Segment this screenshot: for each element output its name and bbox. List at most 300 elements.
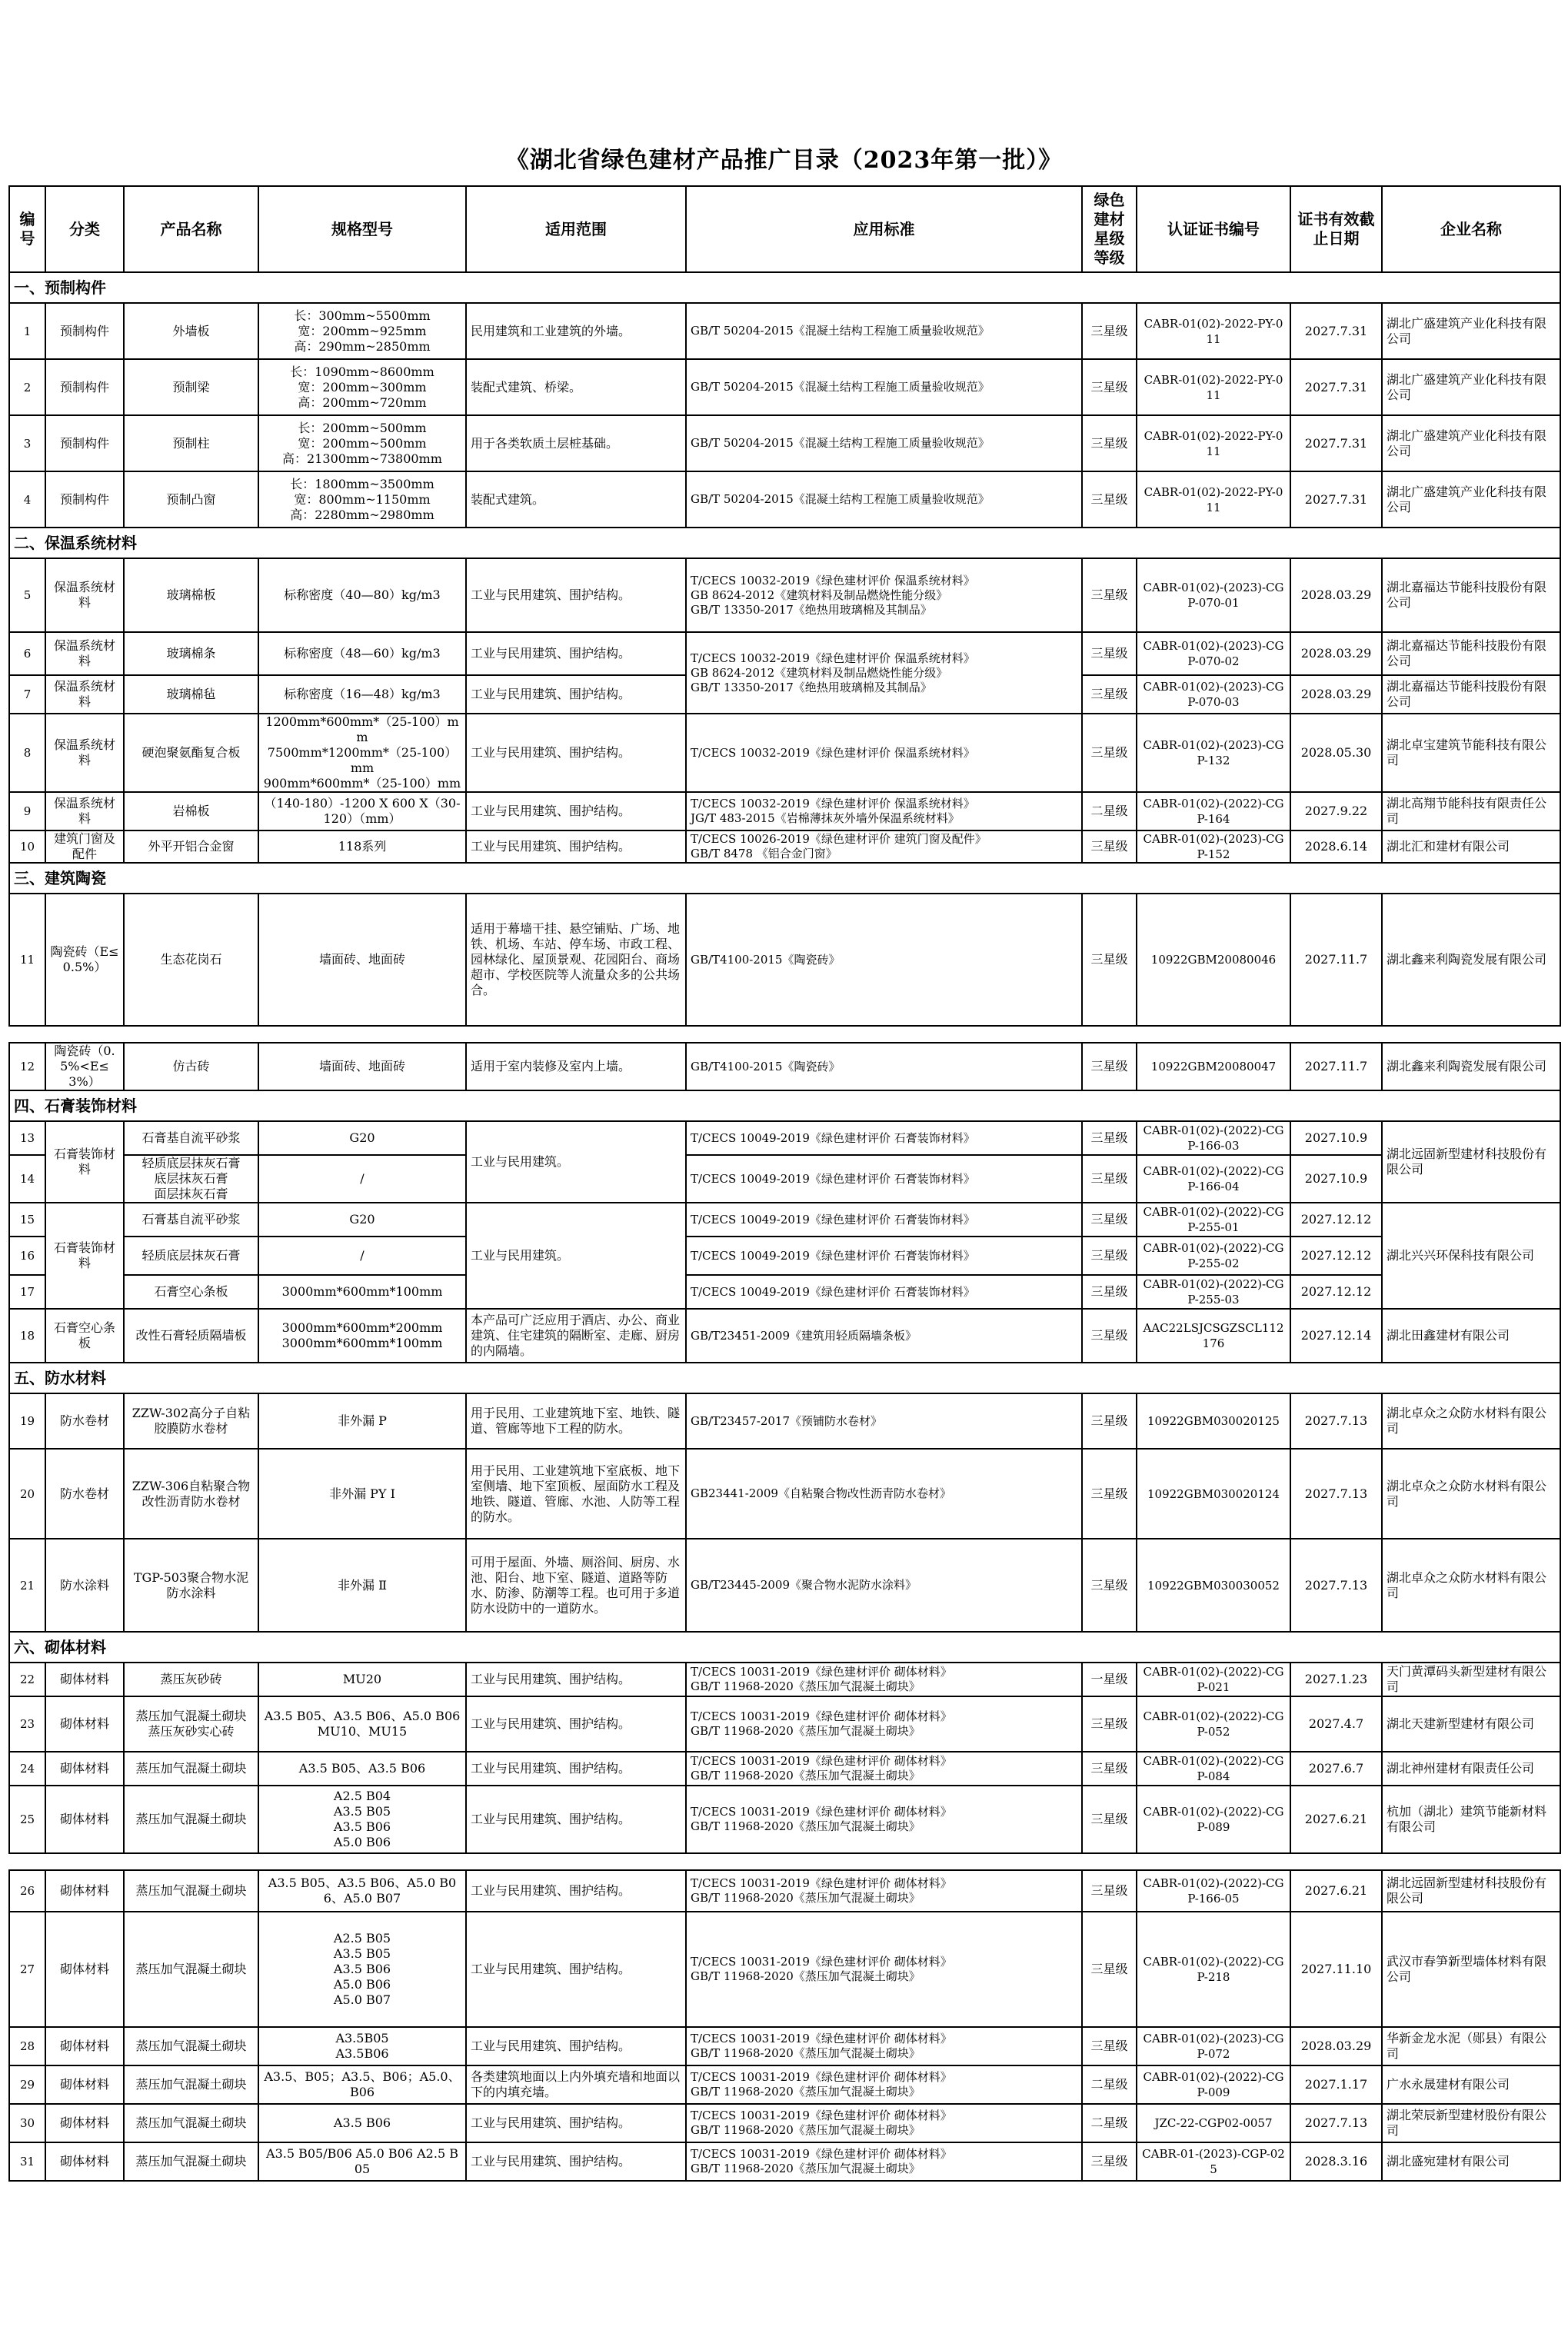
cell-cert-no: CABR-01(02)-(2023)-CGP-070-01 (1137, 558, 1290, 632)
cell-spec: 标称密度（48—60）kg/m3 (258, 632, 466, 675)
cell-enterprise: 湖北鑫来利陶瓷发展有限公司 (1382, 1043, 1560, 1090)
cell-product-name: ZZW-306自粘聚合物改性沥青防水卷材 (124, 1449, 258, 1539)
cell-scope: 工业与民用建筑、围护结构。 (466, 1663, 686, 1696)
cell-product-name: 蒸压加气混凝土砌块 (124, 2142, 258, 2181)
cell-scope: 工业与民用建筑、围护结构。 (466, 792, 686, 830)
cell-product-name: 石膏空心条板 (124, 1275, 258, 1309)
cell-category: 砌体材料 (45, 1696, 124, 1752)
cell-standard: T/CECS 10031-2019《绿色建材评价 砌体材料》 GB/T 11968-2020《蒸压加气混凝土砌块》 (686, 1786, 1082, 1853)
cell-cert-no: CABR-01(02)-(2022)-CGP-166-05 (1137, 1870, 1290, 1912)
cell-product-name: 外平开铝合金窗 (124, 830, 258, 863)
cell-grade: 三星级 (1082, 1309, 1137, 1363)
header-enterprise: 企业名称 (1382, 186, 1560, 272)
cell-standard: T/CECS 10049-2019《绿色建材评价 石膏装饰材料》 (686, 1203, 1082, 1237)
cell-enterprise: 湖北卓众之众防水材料有限公司 (1382, 1539, 1560, 1632)
header-expiry: 证书有效截止日期 (1290, 186, 1382, 272)
cell-standard: GB23441-2009《自粘聚合物改性沥青防水卷材》 (686, 1449, 1082, 1539)
section-header (9, 272, 1560, 303)
cell-product-name: 轻质底层抹灰石膏 底层抹灰石膏 面层抹灰石膏 (124, 1155, 258, 1203)
cell-scope: 工业与民用建筑、围护结构。 (466, 1870, 686, 1912)
cell-cert-no: 10922GBM030030052 (1137, 1539, 1290, 1632)
table-row (9, 415, 1560, 471)
cell-expiry: 2028.03.29 (1290, 675, 1382, 714)
cell-no: 21 (9, 1539, 45, 1632)
cell-product-name: 玻璃棉板 (124, 558, 258, 632)
cell-expiry: 2027.7.31 (1290, 303, 1382, 359)
cell-cert-no: CABR-01(02)-(2022)-CGP-218 (1137, 1912, 1290, 2027)
cell-enterprise: 湖北嘉福达节能科技股份有限公司 (1382, 632, 1560, 675)
cell-cert-no: 10922GBM030020125 (1137, 1393, 1290, 1449)
cell-product-name: 生态花岗石 (124, 894, 258, 1026)
cell-spec: 长：300mm~5500mm 宽：200mm~925mm 高：290mm~2850mm (258, 303, 466, 359)
cell-grade: 三星级 (1082, 1393, 1137, 1449)
cell-enterprise: 广水永晟建材有限公司 (1382, 2065, 1560, 2104)
cell-scope: 工业与民用建筑、围护结构。 (466, 714, 686, 792)
table-row (9, 1786, 1560, 1853)
cell-product-name: 蒸压加气混凝土砌块 (124, 2065, 258, 2104)
cell-spec: / (258, 1155, 466, 1203)
cell-scope: 工业与民用建筑、围护结构。 (466, 558, 686, 632)
cell-spec: 3000mm*600mm*200mm 3000mm*600mm*100mm (258, 1309, 466, 1363)
cell-spec: 墙面砖、地面砖 (258, 894, 466, 1026)
header-no: 编号 (9, 186, 45, 272)
cell-cert-no: CABR-01(02)-(2022)-CGP-089 (1137, 1786, 1290, 1853)
cell-product-name: 蒸压加气混凝土砌块 (124, 1870, 258, 1912)
cell-standard: T/CECS 10031-2019《绿色建材评价 砌体材料》 GB/T 11968-2020《蒸压加气混凝土砌块》 (686, 1663, 1082, 1696)
cell-expiry: 2028.3.16 (1290, 2142, 1382, 2181)
cell-enterprise: 湖北远固新型建材科技股份有限公司 (1382, 1121, 1560, 1203)
cell-enterprise: 湖北广盛建筑产业化科技有限公司 (1382, 471, 1560, 528)
cell-standard: T/CECS 10049-2019《绿色建材评价 石膏装饰材料》 (686, 1121, 1082, 1155)
table-row (9, 1663, 1560, 1696)
cell-no: 9 (9, 792, 45, 830)
cell-enterprise: 湖北广盛建筑产业化科技有限公司 (1382, 415, 1560, 471)
header-category: 分类 (45, 186, 124, 272)
cell-product-name: 预制柱 (124, 415, 258, 471)
cell-enterprise: 湖北天建新型建材有限公司 (1382, 1696, 1560, 1752)
cell-cert-no: 10922GBM20080047 (1137, 1043, 1290, 1090)
cell-standard: T/CECS 10032-2019《绿色建材评价 保温系统材料》 GB 8624-2012《建筑材料及制品燃烧性能分级》 GB/T 13350-2017《绝热用玻璃棉及其制品》 (686, 558, 1082, 632)
cell-enterprise: 杭加（湖北）建筑节能新材料有限公司 (1382, 1786, 1560, 1853)
cell-expiry: 2027.11.7 (1290, 894, 1382, 1026)
cell-product-name: 石膏基自流平砂浆 (124, 1121, 258, 1155)
cell-spec: 非外漏 Ⅱ (258, 1539, 466, 1632)
cell-spec: （140-180）-1200 X 600 X（30-120）（mm） (258, 792, 466, 830)
cell-grade: 二星级 (1082, 792, 1137, 830)
table-row (9, 1121, 1560, 1155)
cell-spec: 非外漏 P (258, 1393, 466, 1449)
cell-cert-no: CABR-01(02)-2022-PY-011 (1137, 303, 1290, 359)
cell-enterprise: 湖北远固新型建材科技股份有限公司 (1382, 1870, 1560, 1912)
cell-no: 3 (9, 415, 45, 471)
cell-standard: T/CECS 10032-2019《绿色建材评价 保温系统材料》 GB 8624-2012《建筑材料及制品燃烧性能分级》 GB/T 13350-2017《绝热用玻璃棉及其制品》 (686, 632, 1082, 714)
cell-grade: 三星级 (1082, 830, 1137, 863)
cell-grade: 三星级 (1082, 2142, 1137, 2181)
cell-cert-no: CABR-01(02)-2022-PY-011 (1137, 471, 1290, 528)
cell-category: 预制构件 (45, 359, 124, 415)
table-row (9, 1043, 1560, 1090)
cell-no: 16 (9, 1237, 45, 1275)
cell-category: 防水卷材 (45, 1449, 124, 1539)
cell-expiry: 2027.6.21 (1290, 1870, 1382, 1912)
cell-cert-no: 10922GBM030020124 (1137, 1449, 1290, 1539)
table-row (9, 1203, 1560, 1237)
cell-spec: 非外漏 PY Ⅰ (258, 1449, 466, 1539)
cell-enterprise: 湖北神州建材有限责任公司 (1382, 1752, 1560, 1786)
cell-expiry: 2027.4.7 (1290, 1696, 1382, 1752)
cell-standard: GB/T 50204-2015《混凝土结构工程施工质量验收规范》 (686, 303, 1082, 359)
cell-expiry: 2027.9.22 (1290, 792, 1382, 830)
cell-scope: 工业与民用建筑、围护结构。 (466, 2104, 686, 2142)
cell-category: 防水涂料 (45, 1539, 124, 1632)
cell-expiry: 2027.12.12 (1290, 1203, 1382, 1237)
table-row (9, 1449, 1560, 1539)
cell-expiry: 2028.05.30 (1290, 714, 1382, 792)
cell-no: 30 (9, 2104, 45, 2142)
cell-cert-no: CABR-01(02)-2022-PY-011 (1137, 359, 1290, 415)
cell-standard: T/CECS 10049-2019《绿色建材评价 石膏装饰材料》 (686, 1237, 1082, 1275)
cell-category: 砌体材料 (45, 1786, 124, 1853)
table-row (9, 558, 1560, 632)
cell-category: 保温系统材料 (45, 675, 124, 714)
cell-no: 2 (9, 359, 45, 415)
cell-standard: T/CECS 10031-2019《绿色建材评价 砌体材料》 GB/T 11968-2020《蒸压加气混凝土砌块》 (686, 2104, 1082, 2142)
cell-no: 14 (9, 1155, 45, 1203)
cell-expiry: 2027.6.21 (1290, 1786, 1382, 1853)
table-row (9, 1752, 1560, 1786)
cell-no: 27 (9, 1912, 45, 2027)
cell-spec: MU20 (258, 1663, 466, 1696)
cell-spec: 标称密度（40—80）kg/m3 (258, 558, 466, 632)
cell-enterprise: 天门黄潭码头新型建材有限公司 (1382, 1663, 1560, 1696)
cell-standard: T/CECS 10031-2019《绿色建材评价 砌体材料》 GB/T 11968-2020《蒸压加气混凝土砌块》 (686, 2065, 1082, 2104)
section-title: 一、预制构件 (9, 272, 1560, 303)
cell-grade: 三星级 (1082, 2027, 1137, 2065)
cell-category: 预制构件 (45, 415, 124, 471)
cell-grade: 三星级 (1082, 675, 1137, 714)
section-header (9, 528, 1560, 558)
cell-enterprise: 湖北嘉福达节能科技股份有限公司 (1382, 675, 1560, 714)
cell-expiry: 2027.11.7 (1290, 1043, 1382, 1090)
cell-expiry: 2027.1.23 (1290, 1663, 1382, 1696)
cell-grade: 三星级 (1082, 1449, 1137, 1539)
cell-no: 23 (9, 1696, 45, 1752)
cell-standard: GB/T23457-2017《预铺防水卷材》 (686, 1393, 1082, 1449)
cell-enterprise: 湖北汇和建材有限公司 (1382, 830, 1560, 863)
cell-cert-no: CABR-01(02)-(2023)-CGP-132 (1137, 714, 1290, 792)
cell-product-name: 蒸压加气混凝土砌块 (124, 1752, 258, 1786)
cell-grade: 一星级 (1082, 1663, 1137, 1696)
cell-product-name: 预制梁 (124, 359, 258, 415)
cell-expiry: 2027.7.13 (1290, 1393, 1382, 1449)
cell-scope: 用于各类软质土层桩基础。 (466, 415, 686, 471)
cell-category: 石膏装饰材料 (45, 1203, 124, 1309)
cell-scope: 工业与民用建筑、围护结构。 (466, 1696, 686, 1752)
cell-scope: 工业与民用建筑、围护结构。 (466, 1912, 686, 2027)
cell-no: 1 (9, 303, 45, 359)
cell-cert-no: 10922GBM20080046 (1137, 894, 1290, 1026)
table-row (9, 471, 1560, 528)
cell-cert-no: CABR-01(02)-(2023)-CGP-070-02 (1137, 632, 1290, 675)
cell-grade: 三星级 (1082, 894, 1137, 1026)
cell-spec: A2.5 B04 A3.5 B05 A3.5 B06 A5.0 B06 (258, 1786, 466, 1853)
cell-scope: 适用于室内装修及室内上墙。 (466, 1043, 686, 1090)
cell-product-name: 玻璃棉条 (124, 632, 258, 675)
cell-grade: 三星级 (1082, 303, 1137, 359)
table-row (9, 1539, 1560, 1632)
cell-product-name: 轻质底层抹灰石膏 (124, 1237, 258, 1275)
cell-category: 预制构件 (45, 303, 124, 359)
header-grade: 绿色建材星级等级 (1082, 186, 1137, 272)
header-standard: 应用标准 (686, 186, 1082, 272)
cell-no: 11 (9, 894, 45, 1026)
cell-no: 18 (9, 1309, 45, 1363)
cell-enterprise: 湖北广盛建筑产业化科技有限公司 (1382, 303, 1560, 359)
cell-grade: 三星级 (1082, 632, 1137, 675)
table-row (9, 2065, 1560, 2104)
cell-product-name: 改性石膏轻质隔墙板 (124, 1309, 258, 1363)
cell-no: 28 (9, 2027, 45, 2065)
cell-scope: 工业与民用建筑。 (466, 1121, 686, 1203)
cell-no: 7 (9, 675, 45, 714)
cell-scope: 用于民用、工业建筑地下室、地铁、隧道、管廊等地下工程的防水。 (466, 1393, 686, 1449)
section-title: 二、保温系统材料 (9, 528, 1560, 558)
cell-grade: 三星级 (1082, 1203, 1137, 1237)
cell-scope: 工业与民用建筑、围护结构。 (466, 2027, 686, 2065)
cell-product-name: 蒸压灰砂砖 (124, 1663, 258, 1696)
cell-grade: 三星级 (1082, 1043, 1137, 1090)
cell-grade: 三星级 (1082, 1155, 1137, 1203)
cell-category: 砌体材料 (45, 1912, 124, 2027)
cell-category: 石膏装饰材料 (45, 1121, 124, 1203)
cell-scope: 工业与民用建筑、围护结构。 (466, 830, 686, 863)
cell-scope: 各类建筑地面以上内外填充墙和地面以下的内填充墙。 (466, 2065, 686, 2104)
cell-category: 砌体材料 (45, 1663, 124, 1696)
cell-product-name: 蒸压加气混凝土砌块 (124, 2027, 258, 2065)
header-product-name: 产品名称 (124, 186, 258, 272)
header-cert-no: 认证证书编号 (1137, 186, 1290, 272)
cell-cert-no: CABR-01(02)-(2022)-CGP-009 (1137, 2065, 1290, 2104)
cell-product-name: 外墙板 (124, 303, 258, 359)
cell-no: 17 (9, 1275, 45, 1309)
cell-spec: A3.5 B06 (258, 2104, 466, 2142)
cell-category: 保温系统材料 (45, 714, 124, 792)
cell-standard: T/CECS 10049-2019《绿色建材评价 石膏装饰材料》 (686, 1275, 1082, 1309)
table-row (9, 1912, 1560, 2027)
cell-spec: A2.5 B05 A3.5 B05 A3.5 B06 A5.0 B06 A5.0 B07 (258, 1912, 466, 2027)
cell-expiry: 2027.7.31 (1290, 471, 1382, 528)
cell-expiry: 2027.1.17 (1290, 2065, 1382, 2104)
cell-standard: GB/T4100-2015《陶瓷砖》 (686, 1043, 1082, 1090)
cell-spec: A3.5 B05/B06 A5.0 B06 A2.5 B05 (258, 2142, 466, 2181)
table-row (9, 303, 1560, 359)
cell-cert-no: CABR-01(02)-(2022)-CGP-052 (1137, 1696, 1290, 1752)
table-row (9, 1155, 1560, 1203)
cell-category: 砌体材料 (45, 2027, 124, 2065)
cell-grade: 三星级 (1082, 1752, 1137, 1786)
cell-no: 10 (9, 830, 45, 863)
cell-standard: T/CECS 10049-2019《绿色建材评价 石膏装饰材料》 (686, 1155, 1082, 1203)
cell-scope: 民用建筑和工业建筑的外墙。 (466, 303, 686, 359)
cell-scope: 用于民用、工业建筑地下室底板、地下室侧墙、地下室顶板、屋面防水工程及地铁、隧道、管廊、水池、人防等工程的防水。 (466, 1449, 686, 1539)
cell-category: 陶瓷砖（0.5%<E≤3%） (45, 1043, 124, 1090)
table-row (9, 1696, 1560, 1752)
cell-cert-no: CABR-01(02)-(2022)-CGP-255-02 (1137, 1237, 1290, 1275)
cell-expiry: 2028.03.29 (1290, 632, 1382, 675)
cell-no: 8 (9, 714, 45, 792)
table-row (9, 1237, 1560, 1275)
cell-category: 保温系统材料 (45, 558, 124, 632)
cell-enterprise: 湖北高翔节能科技有限责任公司 (1382, 792, 1560, 830)
cell-no: 5 (9, 558, 45, 632)
cell-product-name: 岩棉板 (124, 792, 258, 830)
cell-enterprise: 湖北广盛建筑产业化科技有限公司 (1382, 359, 1560, 415)
cell-spec: 标称密度（16—48）kg/m3 (258, 675, 466, 714)
section-title: 三、建筑陶瓷 (9, 863, 1560, 894)
table-row (9, 1309, 1560, 1363)
cell-product-name: 蒸压加气混凝土砌块 蒸压灰砂实心砖 (124, 1696, 258, 1752)
cell-product-name: 蒸压加气混凝土砌块 (124, 2104, 258, 2142)
cell-scope: 工业与民用建筑、围护结构。 (466, 1786, 686, 1853)
cell-category: 石膏空心条板 (45, 1309, 124, 1363)
cell-expiry: 2027.12.12 (1290, 1275, 1382, 1309)
cell-category: 保温系统材料 (45, 792, 124, 830)
table-row (9, 1393, 1560, 1449)
header-spec: 规格型号 (258, 186, 466, 272)
table-row (9, 632, 1560, 675)
cell-cert-no: CABR-01(02)-(2022)-CGP-164 (1137, 792, 1290, 830)
cell-standard: T/CECS 10031-2019《绿色建材评价 砌体材料》 GB/T 11968-2020《蒸压加气混凝土砌块》 (686, 2142, 1082, 2181)
cell-grade: 三星级 (1082, 1786, 1137, 1853)
cell-expiry: 2027.7.13 (1290, 2104, 1382, 2142)
cell-standard: GB/T4100-2015《陶瓷砖》 (686, 894, 1082, 1026)
cell-scope: 装配式建筑。 (466, 471, 686, 528)
cell-standard: T/CECS 10031-2019《绿色建材评价 砌体材料》 GB/T 11968-2020《蒸压加气混凝土砌块》 (686, 1870, 1082, 1912)
cell-grade: 三星级 (1082, 1912, 1137, 2027)
section-header (9, 1632, 1560, 1663)
page-break-gap (9, 1853, 1560, 1870)
section-title: 六、砌体材料 (9, 1632, 1560, 1663)
table-row (9, 894, 1560, 1026)
cell-category: 砌体材料 (45, 1752, 124, 1786)
cell-expiry: 2027.10.9 (1290, 1155, 1382, 1203)
cell-standard: T/CECS 10032-2019《绿色建材评价 保温系统材料》 JG/T 483-2015《岩棉薄抹灰外墙外保温系统材料》 (686, 792, 1082, 830)
cell-expiry: 2027.7.13 (1290, 1449, 1382, 1539)
cell-spec: 长：1800mm~3500mm 宽：800mm~1150mm 高：2280mm~2980mm (258, 471, 466, 528)
section-header (9, 1363, 1560, 1393)
cell-product-name: 蒸压加气混凝土砌块 (124, 1786, 258, 1853)
cell-scope: 本产品可广泛应用于酒店、办公、商业建筑、住宅建筑的隔断室、走廊、厨房的内隔墙。 (466, 1309, 686, 1363)
cell-cert-no: CABR-01(02)-(2022)-CGP-166-03 (1137, 1121, 1290, 1155)
cell-no: 20 (9, 1449, 45, 1539)
cell-scope: 工业与民用建筑、围护结构。 (466, 2142, 686, 2181)
cell-expiry: 2027.12.14 (1290, 1309, 1382, 1363)
cell-no: 31 (9, 2142, 45, 2181)
cell-enterprise: 武汉市春笋新型墙体材料有限公司 (1382, 1912, 1560, 2027)
cell-cert-no: CABR-01-(2023)-CGP-025 (1137, 2142, 1290, 2181)
cell-scope: 工业与民用建筑、围护结构。 (466, 632, 686, 675)
cell-expiry: 2027.11.10 (1290, 1912, 1382, 2027)
cell-no: 25 (9, 1786, 45, 1853)
cell-standard: T/CECS 10031-2019《绿色建材评价 砌体材料》 GB/T 11968-2020《蒸压加气混凝土砌块》 (686, 1752, 1082, 1786)
table-row (9, 2142, 1560, 2181)
cell-enterprise: 湖北荣辰新型建材股份有限公司 (1382, 2104, 1560, 2142)
cell-spec: 3000mm*600mm*100mm (258, 1275, 466, 1309)
cell-category: 陶瓷砖（E≤0.5%） (45, 894, 124, 1026)
product-catalog-table (8, 185, 1561, 2182)
cell-no: 24 (9, 1752, 45, 1786)
cell-scope: 工业与民用建筑、围护结构。 (466, 675, 686, 714)
cell-scope: 适用于幕墙干挂、悬空铺贴、广场、地铁、机场、车站、停车场、市政工程、园林绿化、屋顶景观、花园阳台、商场超市、学校医院等人流量众多的公共场合。 (466, 894, 686, 1026)
cell-expiry: 2027.6.7 (1290, 1752, 1382, 1786)
cell-grade: 三星级 (1082, 558, 1137, 632)
page-break-gap (9, 1026, 1560, 1043)
section-header (9, 1090, 1560, 1121)
cell-spec: 长：200mm~500mm 宽：200mm~500mm 高：21300mm~73800mm (258, 415, 466, 471)
cell-spec: A3.5、B05；A3.5、B06；A5.0、B06 (258, 2065, 466, 2104)
cell-cert-no: CABR-01(02)-(2022)-CGP-166-04 (1137, 1155, 1290, 1203)
cell-grade: 三星级 (1082, 359, 1137, 415)
cell-standard: T/CECS 10032-2019《绿色建材评价 保温系统材料》 (686, 714, 1082, 792)
cell-no: 6 (9, 632, 45, 675)
cell-grade: 三星级 (1082, 1539, 1137, 1632)
cell-spec: 墙面砖、地面砖 (258, 1043, 466, 1090)
cell-product-name: 仿古砖 (124, 1043, 258, 1090)
table-row (9, 792, 1560, 830)
cell-enterprise: 湖北鑫来利陶瓷发展有限公司 (1382, 894, 1560, 1026)
cell-enterprise: 湖北卓众之众防水材料有限公司 (1382, 1393, 1560, 1449)
cell-cert-no: AAC22LSJCSGZSCL112176 (1137, 1309, 1290, 1363)
cell-product-name: 预制凸窗 (124, 471, 258, 528)
cell-enterprise: 华新金龙水泥（郧县）有限公司 (1382, 2027, 1560, 2065)
cell-standard: GB/T 50204-2015《混凝土结构工程施工质量验收规范》 (686, 359, 1082, 415)
cell-expiry: 2028.03.29 (1290, 2027, 1382, 2065)
cell-no: 22 (9, 1663, 45, 1696)
cell-no: 26 (9, 1870, 45, 1912)
cell-grade: 三星级 (1082, 1275, 1137, 1309)
cell-expiry: 2027.12.12 (1290, 1237, 1382, 1275)
cell-product-name: TGP-503聚合物水泥防水涂料 (124, 1539, 258, 1632)
cell-expiry: 2027.7.31 (1290, 359, 1382, 415)
cell-enterprise: 湖北卓宝建筑节能科技有限公司 (1382, 714, 1560, 792)
cell-standard: T/CECS 10031-2019《绿色建材评价 砌体材料》 GB/T 11968-2020《蒸压加气混凝土砌块》 (686, 1912, 1082, 2027)
cell-cert-no: CABR-01(02)-(2022)-CGP-021 (1137, 1663, 1290, 1696)
cell-product-name: 硬泡聚氨酯复合板 (124, 714, 258, 792)
cell-standard: GB/T23451-2009《建筑用轻质隔墙条板》 (686, 1309, 1082, 1363)
cell-spec: 长：1090mm~8600mm 宽：200mm~300mm 高：200mm~720mm (258, 359, 466, 415)
cell-product-name: 蒸压加气混凝土砌块 (124, 1912, 258, 2027)
cell-product-name: ZZW-302高分子自粘胶膜防水卷材 (124, 1393, 258, 1449)
cell-scope: 工业与民用建筑、围护结构。 (466, 1752, 686, 1786)
cell-spec: A3.5 B05、A3.5 B06、A5.0 B06、A5.0 B07 (258, 1870, 466, 1912)
cell-category: 防水卷材 (45, 1393, 124, 1449)
table-row (9, 2027, 1560, 2065)
cell-category: 砌体材料 (45, 2104, 124, 2142)
cell-grade: 二星级 (1082, 2104, 1137, 2142)
cell-expiry: 2027.10.9 (1290, 1121, 1382, 1155)
cell-standard: T/CECS 10031-2019《绿色建材评价 砌体材料》 GB/T 11968-2020《蒸压加气混凝土砌块》 (686, 2027, 1082, 2065)
cell-grade: 三星级 (1082, 415, 1137, 471)
cell-category: 建筑门窗及配件 (45, 830, 124, 863)
cell-spec: 118系列 (258, 830, 466, 863)
cell-product-name: 石膏基自流平砂浆 (124, 1203, 258, 1237)
cell-spec: / (258, 1237, 466, 1275)
cell-grade: 三星级 (1082, 1237, 1137, 1275)
cell-scope: 工业与民用建筑。 (466, 1203, 686, 1309)
table-row (9, 1275, 1560, 1309)
cell-no: 15 (9, 1203, 45, 1237)
cell-enterprise: 湖北嘉福达节能科技股份有限公司 (1382, 558, 1560, 632)
